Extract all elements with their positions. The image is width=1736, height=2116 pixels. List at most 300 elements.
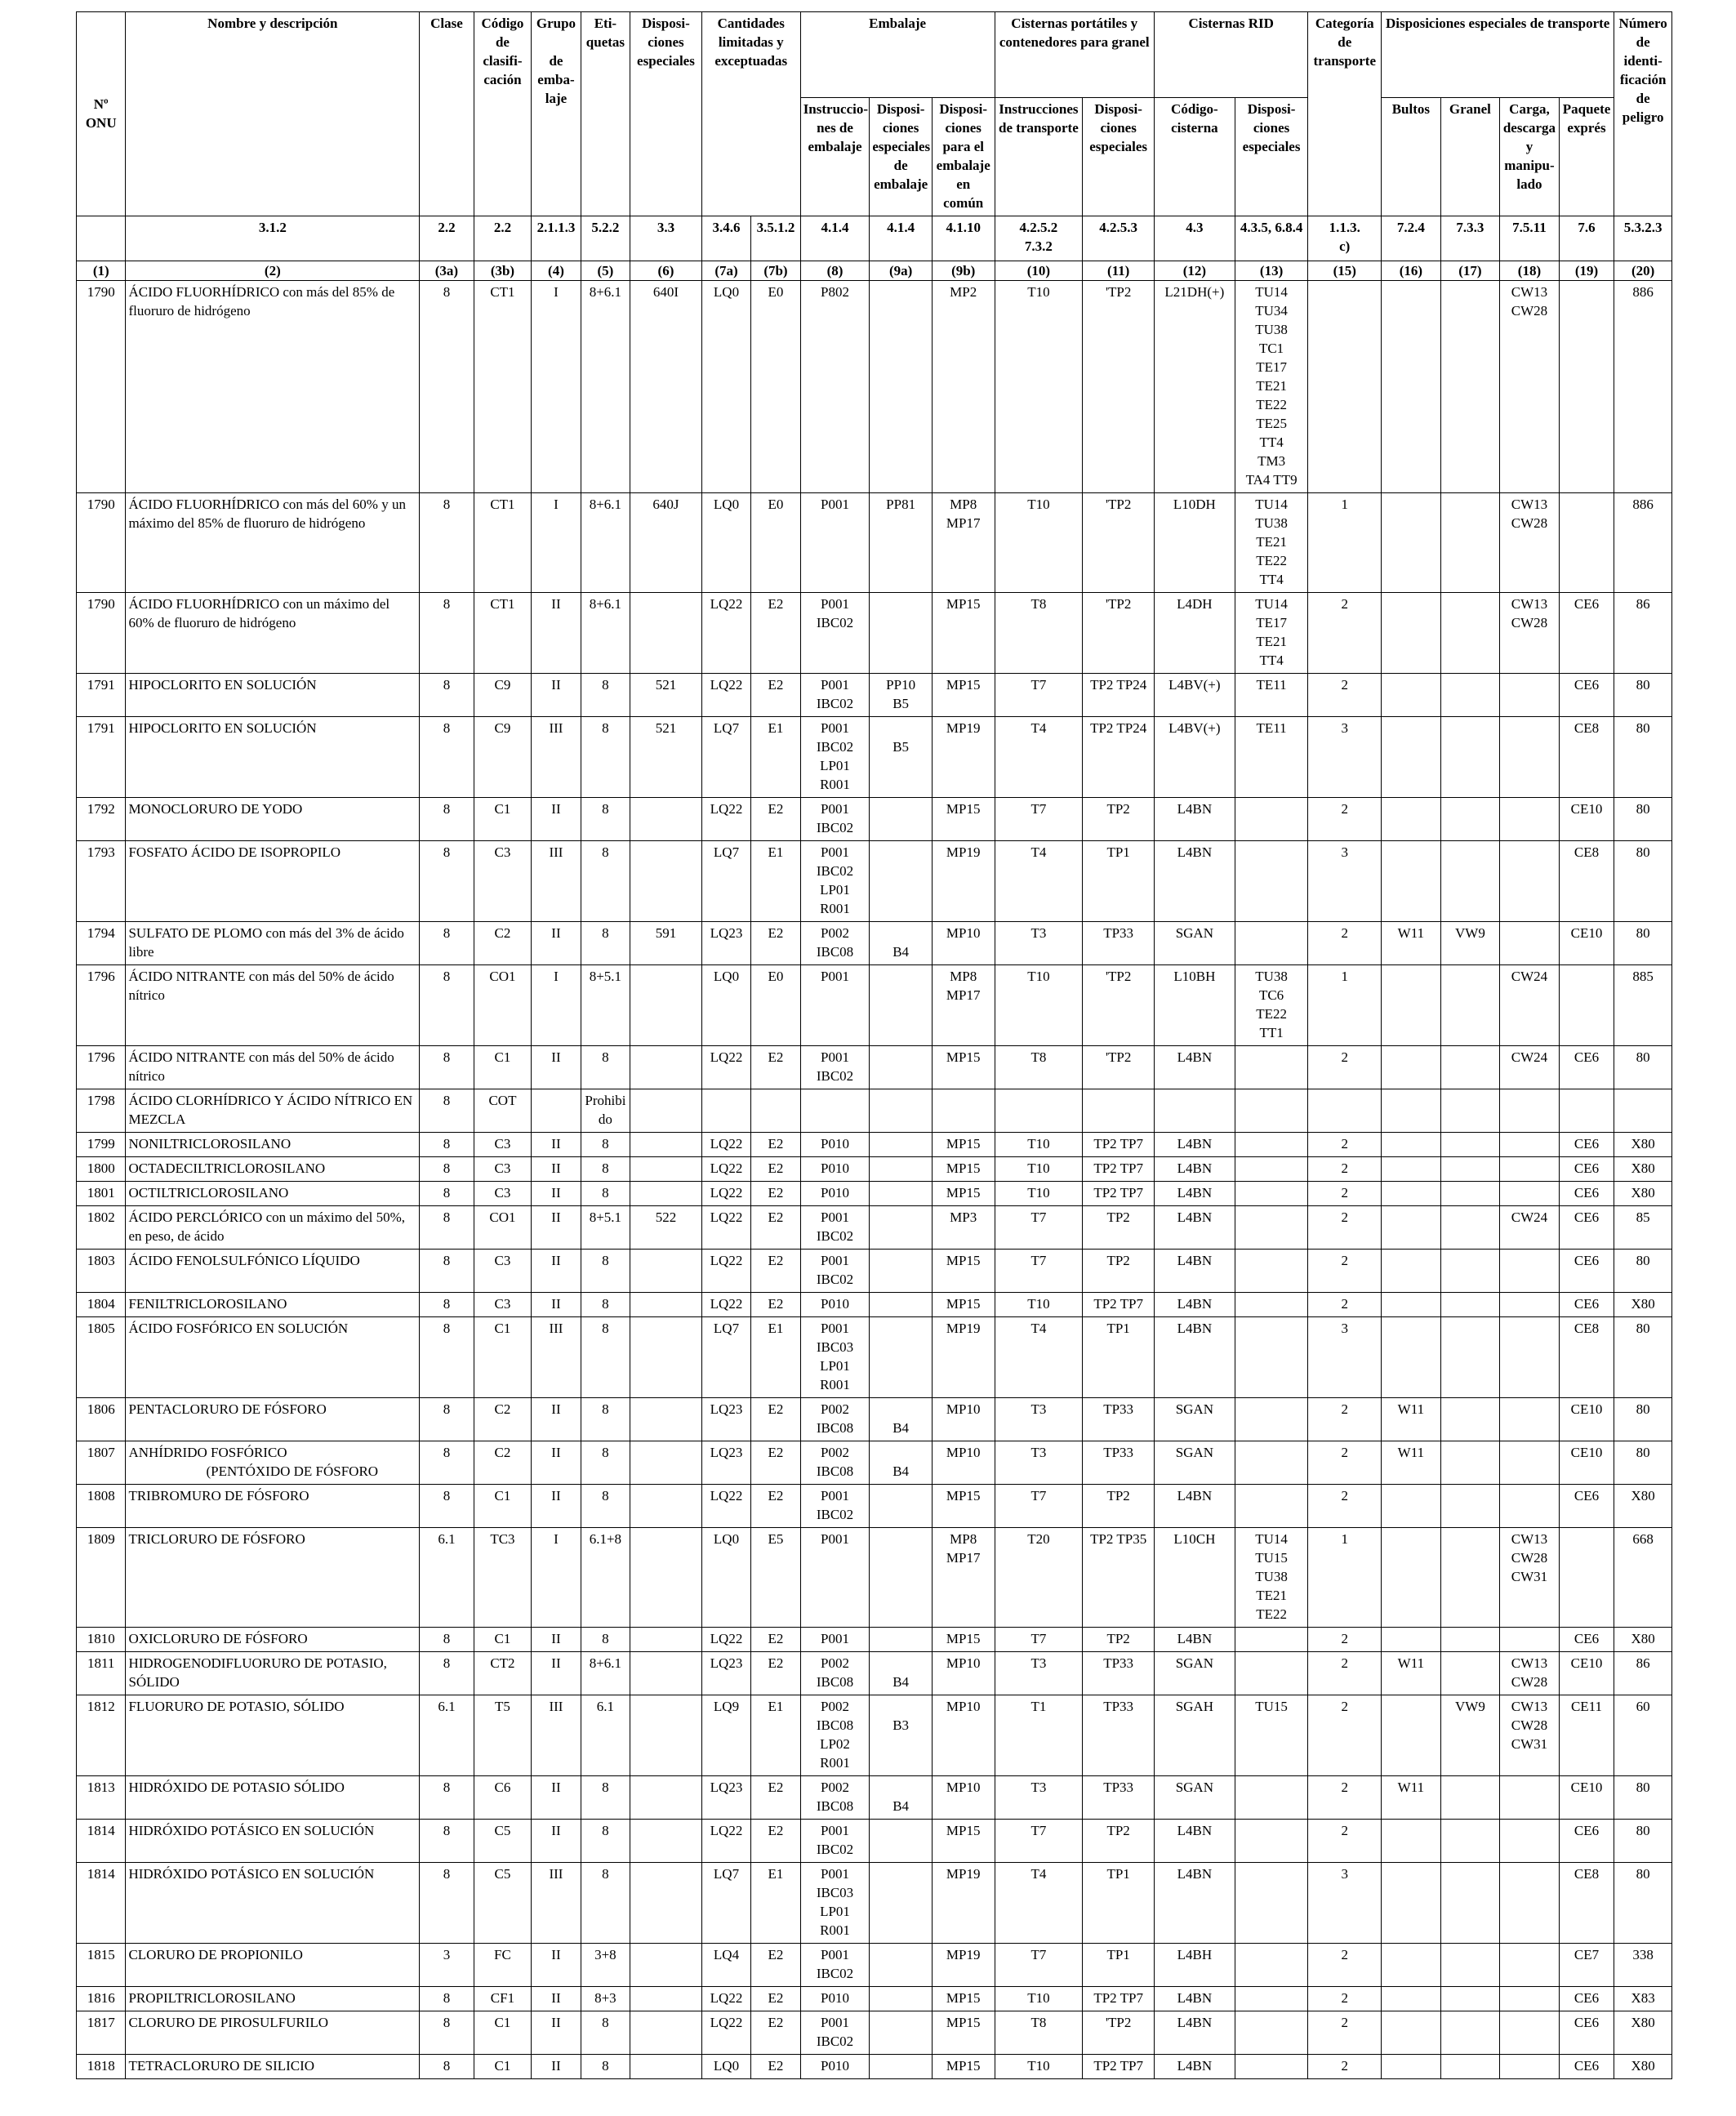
- cell-paquete: CE6: [1559, 1133, 1614, 1157]
- cell-rid-codigo: L4BN: [1154, 1133, 1235, 1157]
- cell-instrucciones-embalaje: P002 IBC08: [800, 922, 870, 965]
- cell-paquete: CE8: [1559, 717, 1614, 798]
- table-row: [77, 493, 1672, 593]
- cell-embalaje-comun: MP10: [932, 1695, 995, 1776]
- substance-name: OCTADECILTRICLOROSILANO: [128, 1160, 326, 1176]
- cell-paquete: 7.6: [1559, 216, 1614, 261]
- cell-instrucciones-embalaje: P002 IBC08: [800, 1441, 870, 1485]
- cell-grupo: II: [532, 1182, 581, 1206]
- cell-cantidad-limitada: LQ7: [701, 841, 750, 922]
- cell-disp-embalaje: [870, 1293, 933, 1317]
- cell-instrucciones-embalaje: P001: [800, 1628, 870, 1652]
- cell-nombre: [126, 841, 420, 922]
- cell-disp-embalaje: [870, 1250, 933, 1293]
- cell-instrucciones-embalaje: 4.1.4: [800, 216, 870, 261]
- cell-onu: 1798: [77, 1089, 126, 1133]
- cell-categoria: 2: [1308, 1628, 1382, 1652]
- cell-granel: [1440, 841, 1500, 922]
- table-row: [77, 1944, 1672, 1987]
- reference-rows: [77, 216, 1672, 281]
- cell-bultos: [1382, 1157, 1441, 1182]
- cell-numero-peligro: X80: [1614, 1293, 1672, 1317]
- cell-etiquetas: 8: [581, 1628, 630, 1652]
- cell-paquete: CE6: [1559, 1046, 1614, 1089]
- cell-rid-codigo: [1154, 1089, 1235, 1133]
- cell-cp-disposiciones: TP2 TP35: [1083, 1528, 1155, 1628]
- cell-embalaje-comun: MP15: [932, 1250, 995, 1293]
- cell-instrucciones-embalaje: P001 IBC02 LP01 R001: [800, 717, 870, 798]
- cell-clase: 8: [420, 593, 474, 674]
- cell-embalaje-comun: MP15: [932, 2055, 995, 2079]
- cell-granel: VW9: [1440, 1695, 1500, 1776]
- table-row: [77, 798, 1672, 841]
- cell-rid-disposiciones: [1235, 1987, 1308, 2011]
- cell-instrucciones-embalaje: P001: [800, 1528, 870, 1628]
- cell-bultos: [1382, 1485, 1441, 1528]
- cell-onu: 1792: [77, 798, 126, 841]
- cell-etiquetas: 8: [581, 1133, 630, 1157]
- cell-instrucciones-embalaje: P001 IBC02: [800, 1820, 870, 1863]
- cell-cantidad-limitada: LQ22: [701, 674, 750, 717]
- cell-categoria: 1.1.3. c): [1308, 216, 1382, 261]
- cell-granel: [1440, 1820, 1500, 1863]
- cell-paquete: CE6: [1559, 1157, 1614, 1182]
- cell-etiquetas: 6.1: [581, 1695, 630, 1776]
- cell-disp-embalaje: [870, 1157, 933, 1182]
- data-rows: [77, 281, 1672, 2079]
- cell-numero-peligro: 886: [1614, 493, 1672, 593]
- cell-rid-disposiciones: TE11: [1235, 717, 1308, 798]
- cell-rid-disposiciones: [1235, 1133, 1308, 1157]
- cell-instrucciones-embalaje: P002 IBC08 LP02 R001: [800, 1695, 870, 1776]
- cell-paquete: CE10: [1559, 922, 1614, 965]
- cell-embalaje-comun: MP2: [932, 281, 995, 493]
- cell-cp-instrucciones: T7: [995, 1820, 1083, 1863]
- table-row: [77, 2055, 1672, 2079]
- cell-clase: 8: [420, 674, 474, 717]
- cell-numero-peligro: X83: [1614, 1987, 1672, 2011]
- cell-grupo: II: [532, 1628, 581, 1652]
- cell-rid-disposiciones: [1235, 1206, 1308, 1250]
- cell-embalaje-comun: (9b): [932, 261, 995, 281]
- cell-paquete: CE6: [1559, 1206, 1614, 1250]
- cell-carga: [1500, 717, 1560, 798]
- cell-cp-disposiciones: [1083, 1089, 1155, 1133]
- cell-codigo: CT1: [474, 593, 532, 674]
- cell-grupo: III: [532, 1317, 581, 1398]
- cell-cp-instrucciones: T7: [995, 1944, 1083, 1987]
- substance-name: ÁCIDO CLORHÍDRICO Y ÁCIDO NÍTRICO EN MEZCLA: [128, 1093, 413, 1127]
- cell-granel: [1440, 1293, 1500, 1317]
- cell-disp-embalaje: [870, 1820, 933, 1863]
- cell-clase: 6.1: [420, 1528, 474, 1628]
- cell-codigo: C3: [474, 1182, 532, 1206]
- cell-instrucciones-embalaje: P001 IBC02: [800, 798, 870, 841]
- cell-clase: 8: [420, 1776, 474, 1820]
- cell-instrucciones-embalaje: [800, 1089, 870, 1133]
- cell-disp-especiales: [630, 841, 702, 922]
- cell-rid-codigo: L4BN: [1154, 1863, 1235, 1944]
- cell-cantidad-limitada: LQ0: [701, 1528, 750, 1628]
- cell-codigo: C3: [474, 1250, 532, 1293]
- cell-onu: [77, 216, 126, 261]
- cell-disp-embalaje: [870, 1528, 933, 1628]
- cell-embalaje-comun: MP15: [932, 1157, 995, 1182]
- cell-onu: 1796: [77, 965, 126, 1046]
- cell-clase: 8: [420, 1987, 474, 2011]
- cell-instrucciones-embalaje: P001 IBC02: [800, 1485, 870, 1528]
- cell-codigo: C6: [474, 1776, 532, 1820]
- cell-carga: [1500, 2011, 1560, 2055]
- cell-bultos: [1382, 1944, 1441, 1987]
- cell-cp-disposiciones: TP33: [1083, 1776, 1155, 1820]
- header-codigo: Código de clasifi-cación: [474, 12, 532, 216]
- cell-paquete: CE8: [1559, 841, 1614, 922]
- cell-instrucciones-embalaje: P001 IBC02: [800, 2011, 870, 2055]
- cell-categoria: [1308, 281, 1382, 493]
- cell-disp-embalaje: [870, 1133, 933, 1157]
- cell-nombre: [126, 2055, 420, 2079]
- cell-numero-peligro: 80: [1614, 717, 1672, 798]
- cell-granel: [1440, 1157, 1500, 1182]
- cell-rid-codigo: L4BN: [1154, 1250, 1235, 1293]
- header-emb-disposiciones: Disposi-ciones especiales de embalaje: [870, 98, 933, 216]
- cell-cp-disposiciones: 4.2.5.3: [1083, 216, 1155, 261]
- cell-paquete: CE10: [1559, 1398, 1614, 1441]
- cell-cantidad-exceptuada: E2: [751, 1182, 800, 1206]
- cell-disp-embalaje: B3: [870, 1695, 933, 1776]
- cell-cp-instrucciones: T10: [995, 1293, 1083, 1317]
- cell-rid-codigo: L4BN: [1154, 1628, 1235, 1652]
- cell-disp-embalaje: [870, 281, 933, 493]
- cell-embalaje-comun: MP10: [932, 1776, 995, 1820]
- substance-name: FLUORURO DE POTASIO, SÓLIDO: [128, 1699, 345, 1714]
- cell-carga: [1500, 1133, 1560, 1157]
- cell-onu: 1809: [77, 1528, 126, 1628]
- cell-categoria: 3: [1308, 1863, 1382, 1944]
- cell-bultos: [1382, 965, 1441, 1046]
- cell-embalaje-comun: MP15: [932, 1133, 995, 1157]
- cell-cantidad-limitada: LQ7: [701, 717, 750, 798]
- cell-cp-disposiciones: TP2: [1083, 1250, 1155, 1293]
- cell-onu: 1805: [77, 1317, 126, 1398]
- cell-codigo: CT2: [474, 1652, 532, 1695]
- cell-grupo: II: [532, 1485, 581, 1528]
- cell-cp-instrucciones: (10): [995, 261, 1083, 281]
- cell-onu: 1817: [77, 2011, 126, 2055]
- cell-cp-disposiciones: TP2: [1083, 1485, 1155, 1528]
- cell-instrucciones-embalaje: P001 IBC02: [800, 593, 870, 674]
- cell-onu: 1799: [77, 1133, 126, 1157]
- cell-instrucciones-embalaje: P001 IBC02: [800, 1944, 870, 1987]
- cell-etiquetas: 8: [581, 1293, 630, 1317]
- header-disp-transporte: Disposiciones especiales de transporte: [1382, 12, 1614, 98]
- cell-nombre: [126, 1046, 420, 1089]
- cell-clase: 8: [420, 1652, 474, 1695]
- cell-cp-disposiciones: 'TP2: [1083, 593, 1155, 674]
- table-row: [77, 1157, 1672, 1182]
- cell-disp-especiales: [630, 593, 702, 674]
- cell-granel: 7.3.3: [1440, 216, 1500, 261]
- cell-onu: 1790: [77, 281, 126, 493]
- cell-codigo: C1: [474, 1317, 532, 1398]
- cell-instrucciones-embalaje: P001 IBC02: [800, 1206, 870, 1250]
- cell-categoria: 2: [1308, 1133, 1382, 1157]
- cell-instrucciones-embalaje: P010: [800, 1157, 870, 1182]
- cell-nombre: [126, 1441, 420, 1485]
- cell-disp-especiales: [630, 1441, 702, 1485]
- cell-cp-disposiciones: TP33: [1083, 1695, 1155, 1776]
- cell-grupo: I: [532, 493, 581, 593]
- cell-rid-disposiciones: [1235, 922, 1308, 965]
- cell-etiquetas: 8: [581, 1776, 630, 1820]
- cell-paquete: CE10: [1559, 1441, 1614, 1485]
- cell-cantidad-limitada: LQ22: [701, 1628, 750, 1652]
- cell-numero-peligro: 80: [1614, 1441, 1672, 1485]
- substance-name: HIDRÓXIDO DE POTASIO SÓLIDO: [128, 1780, 345, 1795]
- table-row: [77, 1485, 1672, 1528]
- cell-instrucciones-embalaje: P002 IBC08: [800, 1398, 870, 1441]
- cell-granel: [1440, 1652, 1500, 1695]
- cell-granel: (17): [1440, 261, 1500, 281]
- cell-cp-instrucciones: T7: [995, 798, 1083, 841]
- cell-cantidad-exceptuada: E1: [751, 1317, 800, 1398]
- cell-cp-disposiciones: TP2: [1083, 798, 1155, 841]
- cell-cantidad-exceptuada: E2: [751, 1046, 800, 1089]
- cell-disp-especiales: 522: [630, 1206, 702, 1250]
- header-paquete: Paquete exprés: [1559, 98, 1614, 216]
- cell-carga: [1500, 1485, 1560, 1528]
- cell-cantidad-exceptuada: E2: [751, 1987, 800, 2011]
- cell-instrucciones-embalaje: P010: [800, 1987, 870, 2011]
- cell-cantidad-exceptuada: E5: [751, 1528, 800, 1628]
- cell-cp-instrucciones: T3: [995, 1398, 1083, 1441]
- cell-embalaje-comun: MP15: [932, 593, 995, 674]
- cell-embalaje-comun: MP8 MP17: [932, 493, 995, 593]
- cell-embalaje-comun: MP15: [932, 798, 995, 841]
- cell-granel: [1440, 1089, 1500, 1133]
- cell-cp-instrucciones: T10: [995, 493, 1083, 593]
- cell-carga: [1500, 1863, 1560, 1944]
- cell-grupo: II: [532, 593, 581, 674]
- cell-etiquetas: 8: [581, 1250, 630, 1293]
- table-row: [77, 1317, 1672, 1398]
- substance-name: ANHÍDRIDO FOSFÓRICO: [128, 1445, 287, 1460]
- cell-disp-especiales: [630, 1089, 702, 1133]
- cell-disp-embalaje: 4.1.4: [870, 216, 933, 261]
- cell-cantidad-limitada: LQ0: [701, 965, 750, 1046]
- cell-disp-embalaje: [870, 1863, 933, 1944]
- cell-onu: 1791: [77, 717, 126, 798]
- cell-rid-disposiciones: TU15: [1235, 1695, 1308, 1776]
- substance-name: HIPOCLORITO EN SOLUCIÓN: [128, 677, 317, 693]
- cell-carga: CW13 CW28 CW31: [1500, 1695, 1560, 1776]
- cell-cantidad-exceptuada: E2: [751, 593, 800, 674]
- cell-numero-peligro: 885: [1614, 965, 1672, 1046]
- cell-embalaje-comun: MP15: [932, 1485, 995, 1528]
- cell-embalaje-comun: MP19: [932, 1944, 995, 1987]
- cell-categoria: 3: [1308, 841, 1382, 922]
- cell-disp-embalaje: B5: [870, 717, 933, 798]
- cell-cantidad-exceptuada: E2: [751, 1652, 800, 1695]
- cell-clase: 8: [420, 1157, 474, 1182]
- cell-rid-codigo: L10DH: [1154, 493, 1235, 593]
- cell-clase: 8: [420, 965, 474, 1046]
- cell-onu: 1796: [77, 1046, 126, 1089]
- cell-cp-disposiciones: 'TP2: [1083, 281, 1155, 493]
- cell-rid-disposiciones: [1235, 841, 1308, 922]
- header-rid-disposiciones: Disposi-ciones especiales: [1235, 98, 1308, 216]
- cell-numero-peligro: X80: [1614, 1182, 1672, 1206]
- cell-onu: 1811: [77, 1652, 126, 1695]
- cell-categoria: 3: [1308, 717, 1382, 798]
- cell-categoria: 2: [1308, 593, 1382, 674]
- cell-onu: 1793: [77, 841, 126, 922]
- cell-paquete: CE6: [1559, 1250, 1614, 1293]
- cell-rid-codigo: L4BN: [1154, 798, 1235, 841]
- cell-categoria: 1: [1308, 1528, 1382, 1628]
- cell-bultos: [1382, 281, 1441, 493]
- cell-cp-instrucciones: T4: [995, 841, 1083, 922]
- cell-cantidad-limitada: LQ22: [701, 1485, 750, 1528]
- cell-cantidad-limitada: 3.4.6: [701, 216, 750, 261]
- cell-nombre: [126, 1820, 420, 1863]
- table-row: [77, 1987, 1672, 2011]
- cell-bultos: W11: [1382, 1652, 1441, 1695]
- cell-disp-embalaje: B4: [870, 1652, 933, 1695]
- table-row: [77, 1089, 1672, 1133]
- header-name: Nombre y descripción: [126, 12, 420, 216]
- cell-bultos: [1382, 1528, 1441, 1628]
- cell-embalaje-comun: MP15: [932, 1182, 995, 1206]
- header-cp-disposiciones: Disposi-ciones especiales: [1083, 98, 1155, 216]
- cell-grupo: [532, 1089, 581, 1133]
- cell-rid-codigo: SGAN: [1154, 1441, 1235, 1485]
- cell-codigo: C1: [474, 1046, 532, 1089]
- cell-cantidad-limitada: LQ23: [701, 1652, 750, 1695]
- cell-cantidad-limitada: LQ22: [701, 2011, 750, 2055]
- cell-etiquetas: 8: [581, 1485, 630, 1528]
- cell-clase: (3a): [420, 261, 474, 281]
- cell-etiquetas: 8+6.1: [581, 281, 630, 493]
- cell-granel: [1440, 1944, 1500, 1987]
- cell-nombre: [126, 493, 420, 593]
- cell-cantidad-limitada: LQ22: [701, 1250, 750, 1293]
- cell-cp-instrucciones: 4.2.5.2 7.3.2: [995, 216, 1083, 261]
- cell-etiquetas: 8+6.1: [581, 493, 630, 593]
- cell-cp-disposiciones: TP2 TP24: [1083, 717, 1155, 798]
- cell-numero-peligro: 668: [1614, 1528, 1672, 1628]
- cell-rid-codigo: L4BN: [1154, 1293, 1235, 1317]
- cell-categoria: 2: [1308, 2011, 1382, 2055]
- cell-categoria: 2: [1308, 1182, 1382, 1206]
- cell-embalaje-comun: MP15: [932, 1987, 995, 2011]
- cell-etiquetas: 8: [581, 717, 630, 798]
- cell-instrucciones-embalaje: P010: [800, 2055, 870, 2079]
- cell-grupo: II: [532, 798, 581, 841]
- cell-grupo: III: [532, 717, 581, 798]
- cell-bultos: [1382, 2055, 1441, 2079]
- cell-grupo: II: [532, 2011, 581, 2055]
- cell-cantidad-limitada: (7a): [701, 261, 750, 281]
- cell-codigo: C2: [474, 1441, 532, 1485]
- cell-paquete: [1559, 1528, 1614, 1628]
- cell-rid-disposiciones: [1235, 1157, 1308, 1182]
- cell-etiquetas: 8+5.1: [581, 1206, 630, 1250]
- cell-bultos: (16): [1382, 261, 1441, 281]
- substance-name: HIDROGENODIFLUORURO DE POTASIO, SÓLIDO: [128, 1655, 387, 1690]
- cell-cp-disposiciones: TP33: [1083, 1441, 1155, 1485]
- cell-cantidad-exceptuada: E2: [751, 798, 800, 841]
- cell-onu: 1802: [77, 1206, 126, 1250]
- cell-cp-disposiciones: 'TP2: [1083, 965, 1155, 1046]
- cell-categoria: 3: [1308, 1317, 1382, 1398]
- cell-cantidad-limitada: LQ23: [701, 1398, 750, 1441]
- cell-carga: [1500, 1089, 1560, 1133]
- cell-codigo: C3: [474, 841, 532, 922]
- cell-disp-especiales: 640J: [630, 493, 702, 593]
- cell-granel: [1440, 1133, 1500, 1157]
- cell-cp-instrucciones: T8: [995, 1046, 1083, 1089]
- cell-cantidad-limitada: LQ22: [701, 593, 750, 674]
- cell-rid-codigo: L4BN: [1154, 1317, 1235, 1398]
- cell-cantidad-exceptuada: E2: [751, 1820, 800, 1863]
- cell-rid-codigo: L4DH: [1154, 593, 1235, 674]
- cell-onu: (1): [77, 261, 126, 281]
- substance-name: PENTACLORURO DE FÓSFORO: [128, 1401, 327, 1417]
- cell-disp-especiales: [630, 1293, 702, 1317]
- cell-instrucciones-embalaje: P010: [800, 1293, 870, 1317]
- cell-cp-disposiciones: 'TP2: [1083, 2011, 1155, 2055]
- cell-cp-instrucciones: T3: [995, 1776, 1083, 1820]
- cell-disp-embalaje: PP81: [870, 493, 933, 593]
- cell-cp-disposiciones: TP2: [1083, 1206, 1155, 1250]
- cell-cantidad-exceptuada: E2: [751, 1157, 800, 1182]
- cell-bultos: [1382, 1250, 1441, 1293]
- cell-rid-codigo: L4BH: [1154, 1944, 1235, 1987]
- cell-clase: 8: [420, 1441, 474, 1485]
- cell-rid-disposiciones: TU38 TC6 TE22 TT1: [1235, 965, 1308, 1046]
- substance-name: TETRACLORURO DE SILICIO: [128, 2058, 315, 2074]
- cell-nombre: [126, 1628, 420, 1652]
- cell-numero-peligro: 80: [1614, 1317, 1672, 1398]
- cell-bultos: [1382, 1317, 1441, 1398]
- cell-numero-peligro: 886: [1614, 281, 1672, 493]
- cell-cantidad-limitada: LQ22: [701, 1820, 750, 1863]
- table-row: [77, 717, 1672, 798]
- table-row: [77, 1695, 1672, 1776]
- cell-rid-disposiciones: [1235, 1089, 1308, 1133]
- cell-cp-disposiciones: TP2 TP7: [1083, 1987, 1155, 2011]
- cell-codigo: C5: [474, 1863, 532, 1944]
- cell-disp-embalaje: B4: [870, 922, 933, 965]
- cell-grupo: II: [532, 1250, 581, 1293]
- cell-disp-especiales: 640I: [630, 281, 702, 493]
- cell-categoria: 2: [1308, 2055, 1382, 2079]
- cell-onu: 1790: [77, 593, 126, 674]
- cell-disp-embalaje: [870, 1944, 933, 1987]
- cell-disp-embalaje: [870, 1628, 933, 1652]
- cell-cantidad-limitada: LQ22: [701, 1206, 750, 1250]
- cell-codigo: C2: [474, 922, 532, 965]
- cell-embalaje-comun: 4.1.10: [932, 216, 995, 261]
- cell-granel: VW9: [1440, 922, 1500, 965]
- cell-rid-disposiciones: TE11: [1235, 674, 1308, 717]
- table-row: [77, 1182, 1672, 1206]
- cell-nombre: [126, 1695, 420, 1776]
- cell-nombre: [126, 1944, 420, 1987]
- cell-paquete: [1559, 493, 1614, 593]
